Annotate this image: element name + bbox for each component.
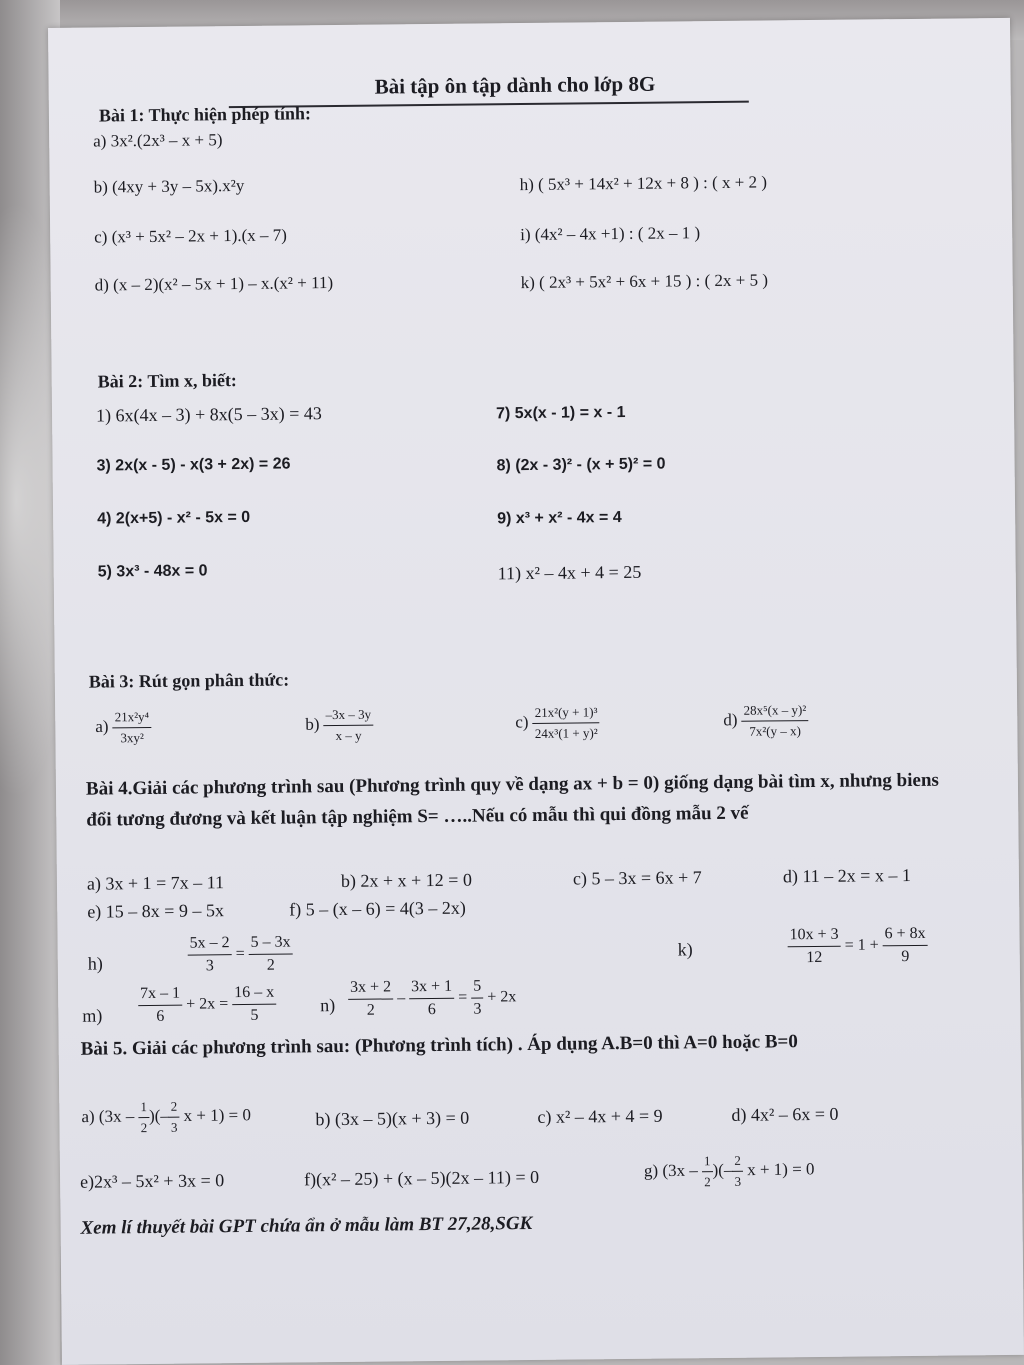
- b1-item-a: a) 3x².(2x³ – x + 5): [93, 130, 223, 151]
- b3-label-d: d): [723, 710, 738, 730]
- b3-num-d: 28x⁵(x – y)²: [742, 702, 809, 722]
- b4-n-num-2: 3x + 1: [409, 978, 454, 999]
- b4-k-fraction-1: [787, 926, 840, 968]
- b5-g-postfix: x + 1) = 0: [747, 1159, 815, 1180]
- b5-a-prefix: a) (3x –: [81, 1106, 135, 1127]
- b1-item-d: d) (x – 2)(x² – 5x + 1) – x.(x² + 11): [94, 273, 334, 295]
- b2-eq-5: 5) 3x³ - 48x = 0: [97, 562, 208, 581]
- b5-a-fraction-2: [169, 1099, 180, 1136]
- b4-label-k: k): [677, 939, 693, 960]
- b5-a-middle: )(–: [148, 1106, 169, 1126]
- b4-eq-k: [787, 925, 928, 967]
- b4-n-den-2: 6: [427, 1000, 436, 1019]
- b4-n-fraction-1: [348, 978, 393, 1019]
- b4-label-h: h): [87, 953, 103, 974]
- b3-label-c: c): [515, 712, 529, 732]
- b4-heading: Bài 4.Giải các phương trình sau (Phương trình quy về dạng ax + b = 0) giống dạng bài tìm x, nhưng biens đổi tương đương và kết luận tập nghiệm S= …..Nếu có mẫu thì qui đồng mẫu 2 vế: [85, 769, 939, 831]
- b4-eq-a: a) 3x + 1 = 7x – 11: [86, 872, 225, 894]
- b3-den-c: 24x³(1 + y)²: [534, 725, 598, 741]
- b3-item-d: [723, 702, 808, 740]
- b3-label-a: a): [95, 716, 109, 736]
- b5-eq-a: [81, 1098, 251, 1137]
- b3-fraction-d: [742, 702, 809, 740]
- b3-num-c: 21x²(y + 1)³: [533, 704, 600, 724]
- b5-heading: Bài 5. Giải các phương trình sau: (Phương trình tích) . Áp dụng A.B=0 thì A=0 hoặc B=0: [80, 1031, 798, 1060]
- b3-heading: Bài 3: Rút gọn phân thức:: [88, 669, 290, 692]
- b4-label-n: n): [320, 995, 336, 1016]
- b2-heading: Bài 2: Tìm x, biết:: [97, 370, 237, 392]
- b4-eq-d: d) 11 – 2x = x – 1: [782, 865, 912, 887]
- b2-eq-9: 9) x³ + x² - 4x = 4: [497, 509, 622, 528]
- b2-eq-11: 11) x² – 4x + 4 = 25: [497, 561, 642, 584]
- b4-n-num-3: 5: [471, 977, 483, 998]
- b4-eq-n: [348, 977, 517, 1020]
- b5-eq-g: [644, 1152, 815, 1191]
- b4-h-num-1: 5x – 2: [188, 934, 232, 955]
- b5-eq-d: d) 4x² – 6x = 0: [731, 1103, 839, 1125]
- b3-item-a: [95, 709, 151, 747]
- b2-eq-4: 4) 2(x+5) - x² - 5x = 0: [97, 508, 251, 528]
- b4-n-den-3: 3: [473, 1000, 482, 1018]
- b2-eq-8: 8) (2x - 3)² - (x + 5)² = 0: [496, 455, 666, 475]
- b4-m-den-1: 6: [156, 1007, 165, 1025]
- b3-fraction-c: [533, 704, 600, 742]
- b5-eq-c: c) x² – 4x + 4 = 9: [537, 1105, 663, 1127]
- b4-k-num-2: 6 + 8x: [883, 925, 928, 946]
- b3-item-c: [515, 704, 600, 742]
- b4-n-tail: + 2x: [487, 988, 517, 1006]
- b4-eq-e: e) 15 – 8x = 9 – 5x: [87, 900, 224, 922]
- b4-k-den-1: 12: [806, 948, 823, 967]
- b1-heading: Bài 1: Thực hiện phép tính:: [98, 103, 312, 126]
- b1-item-i: i) (4x² – 4x +1) : ( 2x – 1 ): [520, 223, 701, 245]
- b5-a-num-2: 2: [169, 1099, 180, 1118]
- b3-num-b: –3x – 3y: [324, 707, 374, 727]
- b5-eq-e: e)2x³ – 5x² + 3x = 0: [79, 1170, 225, 1192]
- b1-item-b: b) (4xy + 3y – 5x).x²y: [93, 175, 245, 197]
- b4-n-fraction-3: [471, 977, 483, 1018]
- b3-den-a: 3xy²: [120, 730, 144, 746]
- b1-item-c: c) (x³ + 5x² – 2x + 1).(x – 7): [94, 225, 288, 247]
- b5-a-fraction-1: [138, 1099, 149, 1136]
- b4-k-fraction-2: [883, 925, 928, 966]
- b5-g-prefix: g) (3x –: [643, 1160, 698, 1181]
- b4-m-num-1: 7x – 1: [138, 985, 182, 1006]
- b3-den-b: x – y: [335, 727, 362, 744]
- b4-h-den-1: 3: [205, 957, 214, 975]
- b4-k-num-1: 10x + 3: [787, 926, 840, 948]
- b4-eq-c: c) 5 – 3x = 6x + 7: [572, 867, 702, 889]
- b3-label-b: b): [305, 714, 320, 734]
- b4-m-fraction-1: [138, 985, 182, 1026]
- b5-a-num-1: 1: [138, 1099, 149, 1118]
- b5-a-postfix: x + 1) = 0: [183, 1105, 252, 1126]
- b5-g-num-2: 2: [732, 1153, 743, 1172]
- b1-item-h: h) ( 5x³ + 14x² + 12x + 8 ) : ( x + 2 ): [519, 172, 768, 195]
- b4-h-fraction-2: [249, 933, 293, 974]
- b4-m-fraction-2: [232, 984, 276, 1025]
- b4-eq-b: b) 2x + x + 12 = 0: [340, 869, 472, 891]
- worksheet-title: Bài tập ôn tập dành cho lớp 8G: [374, 71, 656, 99]
- b1-item-k: k) ( 2x³ + 5x² + 6x + 15 ) : ( 2x + 5 ): [520, 270, 769, 293]
- b5-eq-f: f)(x² – 25) + (x – 5)(2x – 11) = 0: [303, 1166, 540, 1190]
- b2-eq-7: 7) 5x(x - 1) = x - 1: [495, 403, 626, 423]
- b2-eq-3: 3) 2x(x - 5) - x(3 + 2x) = 26: [96, 455, 291, 475]
- b3-item-b: [305, 707, 373, 745]
- b4-h-equals: =: [235, 945, 245, 963]
- b4-h-fraction-1: [188, 934, 232, 975]
- b5-g-fraction-2: [732, 1153, 743, 1190]
- b5-eq-b: b) (3x – 5)(x + 3) = 0: [315, 1107, 470, 1130]
- b5-a-den-2: 3: [170, 1119, 178, 1135]
- b5-g-den-1: 2: [704, 1174, 711, 1190]
- b4-m-num-2: 16 – x: [232, 984, 276, 1005]
- b4-n-den-1: 2: [366, 1001, 375, 1019]
- b5-a-den-1: 2: [140, 1120, 148, 1136]
- b4-n-num-1: 3x + 2: [348, 978, 393, 999]
- b4-h-num-2: 5 – 3x: [249, 933, 293, 954]
- b3-num-a: 21x²y⁴: [113, 709, 152, 728]
- b5-g-den-2: 3: [734, 1173, 742, 1189]
- b4-k-middle: = 1 +: [844, 936, 879, 954]
- b4-eq-m: [138, 984, 276, 1026]
- b4-k-den-2: 9: [901, 948, 910, 966]
- b4-n-fraction-2: [409, 978, 454, 1019]
- b4-eq-f: f) 5 – (x – 6) = 4(3 – 2x): [289, 897, 466, 920]
- b5-g-num-1: 1: [702, 1153, 713, 1172]
- b4-h-den-2: 2: [266, 956, 275, 974]
- b4-m-den-2: 5: [250, 1006, 259, 1024]
- b3-fraction-a: [113, 709, 152, 746]
- b5-g-middle: )(–: [712, 1160, 733, 1180]
- b4-label-m: m): [82, 1005, 103, 1026]
- worksheet-paper: [48, 18, 1024, 1365]
- b4-eq-h: [188, 933, 293, 975]
- b5-g-fraction-1: [702, 1153, 713, 1190]
- b4-n-operator-1: –: [397, 989, 406, 1007]
- b4-n-operator-2: =: [458, 988, 468, 1006]
- b4-m-middle: + 2x =: [186, 995, 229, 1013]
- footer-note: Xem lí thuyết bài GPT chứa ẩn ở mẫu làm BT 27,28,SGK: [80, 1212, 533, 1239]
- b3-fraction-b: [324, 707, 374, 745]
- b2-eq-1: 1) 6x(4x – 3) + 8x(5 – 3x) = 43: [95, 403, 322, 426]
- b3-den-d: 7x²(y – x): [749, 723, 801, 739]
